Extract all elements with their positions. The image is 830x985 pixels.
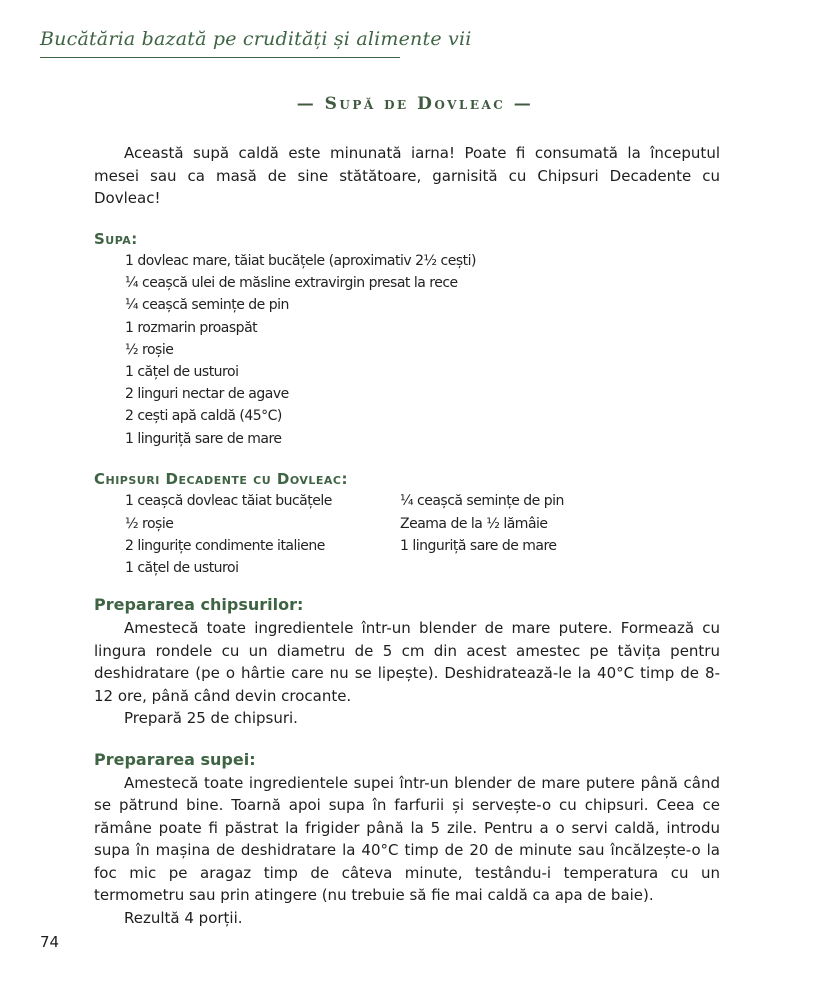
chips-ingredient-list-right (400, 490, 720, 557)
ingredient-item: 1 dovleac mare, tăiat bucățele (aproximativ 2½ cești) (125, 253, 476, 269)
ingredient-item: 1 cățel de usturoi (125, 364, 239, 381)
chips-ingredient-columns (94, 490, 720, 579)
ingredient-item: 1 ceașcă dovleac tăiat bucățele (125, 493, 332, 510)
ingredient-item: 1 linguriță sare de mare (400, 537, 557, 554)
ingredient-item: 1 linguriță sare de mare (125, 430, 282, 447)
prep-soup-heading: Prepararea supei: (94, 749, 256, 769)
ingredient-item: ¼ ceașcă ulei de măsline extravirgin presat la rece (125, 275, 458, 292)
ingredient-item: 2 linguri nectar de agave (125, 386, 289, 403)
header-rule (40, 57, 400, 58)
ingredient-item: 2 cești apă caldă (45°C) (125, 408, 282, 425)
recipe-content (94, 142, 720, 929)
prep-chips-yield: Prepară 25 de chipsuri. (124, 709, 298, 728)
ingredient-item: Zeama de la ½ lămâie (400, 515, 548, 532)
prep-soup-paragraph: Amestecă toate ingredientele supei într-un blender de mare putere până când se pătrund bine. Toarnă apoi supa în farfurii și servește-o cu chipsuri. Ceea ce rămâne poate fi păstrat la frigider până la 5 zile. Pentru a o servi caldă, introdu supa în mașina de deshidratare la 40°C timp de 20 de minute sau încălzește-o la foc mic pe aragaz timp de câteva minute, testându-i temperatura cu un termometru sau prin atingere (nu trebuie să fie mai caldă ca apa de baie). (94, 773, 720, 905)
ingredient-item: ¼ ceașcă semințe de pin (400, 493, 564, 510)
ingredient-item: 1 rozmarin proaspăt (125, 319, 258, 336)
recipe-title: — Supă de Dovleac — (296, 94, 534, 114)
ingredient-item: 1 cățel de usturoi (125, 559, 239, 576)
soup-heading: Supa: (94, 229, 138, 248)
soup-ingredient-list (94, 250, 720, 450)
chips-heading: Chipsuri Decadente cu Dovleac: (94, 469, 349, 488)
prep-soup-yield: Rezultă 4 porții. (124, 908, 243, 927)
page-number: 74 (40, 933, 60, 951)
ingredient-item: 2 lingurițe condimente italiene (125, 537, 325, 554)
prep-chips-heading: Prepararea chipsurilor: (94, 595, 304, 615)
prep-chips-paragraph: Amestecă toate ingredientele într-un blender de mare putere. Formează cu lingura rondele cu un diametru de 5 cm din acest amestec pe tăvița pentru deshidratare (pe o hârtie care nu se lipește). Deshidratează-le la 40°C timp de 8-12 ore, până când devin crocante. (94, 619, 720, 705)
ingredient-item: ½ roșie (125, 341, 174, 358)
running-header: Bucătăria bazată pe crudități și alimente vii (40, 28, 472, 50)
chips-ingredient-list-left (94, 490, 400, 579)
ingredient-item: ¼ ceașcă semințe de pin (125, 297, 289, 314)
intro-paragraph: Această supă caldă este minunată iarna! Poate fi consumată la începutul mesei sau ca masă de sine stătătoare, garnisită cu Chipsuri Decadente cu Dovleac! (94, 144, 720, 207)
ingredient-item: ½ roșie (125, 515, 174, 532)
